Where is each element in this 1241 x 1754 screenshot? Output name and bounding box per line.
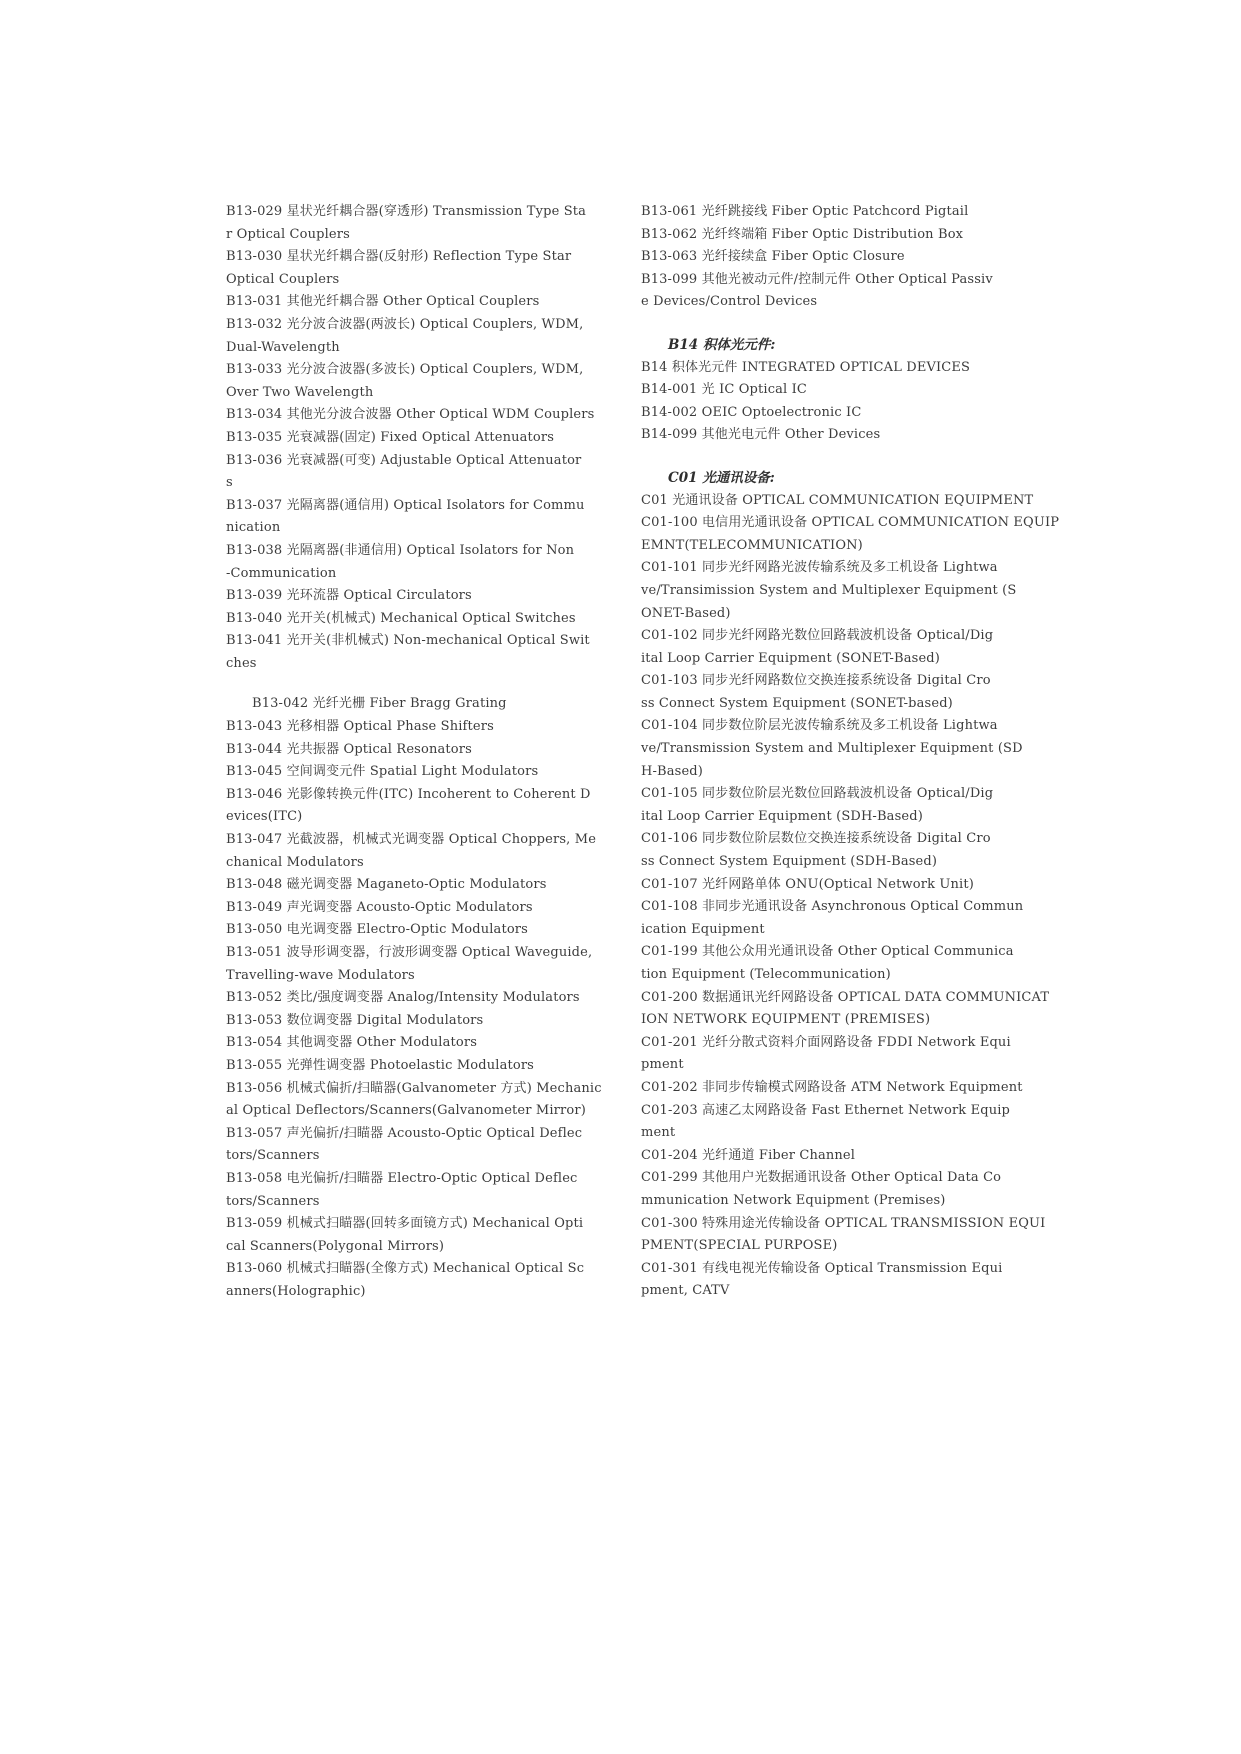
text-line: B13-051 波导形调变器，行波形调变器 Optical Waveguide, <box>226 945 593 960</box>
text-line: ches <box>226 655 257 671</box>
text-line: B13-055 光弹性调变器 Photoelastic Modulators <box>226 1057 535 1073</box>
section-gap <box>641 314 1021 334</box>
text-line: B13-054 其他调变器 Other Modulators <box>226 1035 478 1051</box>
text-line: s <box>226 475 233 491</box>
text-line: B13-050 电光调变器 Electro-Optic Modulators <box>226 922 528 938</box>
text-line: B13-052 类比/强度调变器 Analog/Intensity Modulators <box>226 990 580 1006</box>
text-line: B13-039 光环流器 Optical Circulators <box>226 588 472 604</box>
text-line: B13-063 光纤接续盒 Fiber Optic Closure <box>641 249 905 265</box>
section-gap <box>226 675 616 693</box>
text-line: tors/Scanners <box>226 1193 320 1209</box>
text-line: C01-203 高速乙太网路设备 Fast Ethernet Network Equip <box>641 1102 1011 1118</box>
text-line: B13-053 数位调变器 Digital Modulators <box>226 1012 484 1028</box>
left-list-b <box>226 716 616 1303</box>
text-line: -Communication <box>226 565 337 581</box>
text-line: B13-099 其他光被动元件/控制元件 Other Optical Passiv <box>641 271 993 287</box>
text-line: EMNT(TELECOMMUNICATION) <box>641 537 863 553</box>
text-line: ital Loop Carrier Equipment (SONET-Based) <box>641 650 940 666</box>
text-line: C01-204 光纤通道 Fiber Channel <box>641 1147 856 1163</box>
text-line: pment, CATV <box>641 1283 730 1299</box>
text-line: B13-060 机械式扫瞄器(全像方式) Mechanical Optical Sc <box>226 1261 585 1277</box>
text-line: C01-102 同步光纤网路光数位回路载波机设备 Optical/Dig <box>641 628 994 644</box>
text-line: tors/Scanners <box>226 1148 320 1164</box>
text-line: B13-048 磁光调变器 Maganeto-Optic Modulators <box>226 877 547 893</box>
text-line: C01-101 同步光纤网路光波传输系统及多工机设备 Lightwa <box>641 560 998 576</box>
text-line: C01-201 光纤分散式资料介面网路设备 FDDI Network Equi <box>641 1034 1011 1050</box>
text-line: C01-100 电信用光通讯设备 OPTICAL COMMUNICATION EQUIP <box>641 515 1060 531</box>
text-line: B13-041 光开关(非机械式) Non-mechanical Optical Swit <box>226 633 590 649</box>
text-line: B13-044 光共振器 Optical Resonators <box>226 741 472 757</box>
text-line: C01-106 同步数位阶层数位交换连接系统设备 Digital Cro <box>641 831 991 847</box>
text-line: evices(ITC) <box>226 809 303 825</box>
text-line: PMENT(SPECIAL PURPOSE) <box>641 1238 838 1254</box>
text-line: ication Equipment <box>641 921 765 937</box>
text-line: B13-062 光纤终端箱 Fiber Optic Distribution Box <box>641 226 964 242</box>
text-line: C01-104 同步数位阶层光波传输系统及多工机设备 Lightwa <box>641 718 998 734</box>
text-line: B14-001 光 IC Optical IC <box>641 382 807 398</box>
right-list-c01 <box>641 490 1060 1303</box>
text-line: C01-103 同步光纤网路数位交换连接系统设备 Digital Cro <box>641 673 991 689</box>
text-line: B13-032 光分波合波器(两波长) Optical Couplers, WDM, <box>226 316 584 332</box>
text-line: ION NETWORK EQUIPMENT (PREMISES) <box>641 1012 931 1028</box>
indented-entry: B13-042 光纤光栅 Fiber Bragg Grating <box>252 696 507 712</box>
text-line: B13-049 声光调变器 Acousto-Optic Modulators <box>226 899 533 915</box>
text-line: nication <box>226 520 281 536</box>
text-line: B13-057 声光偏折/扫瞄器 Acousto-Optic Optical Deflec <box>226 1125 583 1141</box>
text-line: B13-031 其他光纤耦合器 Other Optical Couplers <box>226 294 540 310</box>
text-line: B13-040 光开关(机械式) Mechanical Optical Switches <box>226 610 576 626</box>
text-line: al Optical Deflectors/Scanners(Galvanometer Mirror) <box>226 1103 586 1119</box>
text-line: e Devices/Control Devices <box>641 294 818 310</box>
text-line: C01 光通讯设备 OPTICAL COMMUNICATION EQUIPMENT <box>641 492 1034 508</box>
text-line: H-Based) <box>641 763 703 779</box>
text-line: Travelling-wave Modulators <box>226 967 415 983</box>
text-line: anners(Holographic) <box>226 1283 366 1299</box>
text-line: ment <box>641 1125 676 1141</box>
text-line: B13-043 光移相器 Optical Phase Shifters <box>226 719 494 735</box>
text-line: pment <box>641 1057 684 1073</box>
text-line: C01-200 数据通讯光纤网路设备 OPTICAL DATA COMMUNICAT <box>641 989 1050 1005</box>
text-line: ss Connect System Equipment (SDH-Based) <box>641 854 938 870</box>
text-line: B13-046 光影像转换元件(ITC) Incoherent to Coherent D <box>226 786 591 802</box>
text-line: B13-037 光隔离器(通信用) Optical Isolators for Commu <box>226 497 585 513</box>
text-line: B13-035 光衰减器(固定) Fixed Optical Attenuators <box>226 429 555 445</box>
text-line: B13-034 其他光分波合波器 Other Optical WDM Couplers <box>226 407 595 423</box>
text-line: chanical Modulators <box>226 854 364 870</box>
text-line: r Optical Couplers <box>226 226 350 242</box>
text-line: ONET-Based) <box>641 605 731 621</box>
section-heading-c01: C01 光通讯设备: <box>668 469 775 486</box>
text-line: B13-047 光截波器，机械式光调变器 Optical Choppers, Me <box>226 832 597 848</box>
text-line: C01-108 非同步光通讯设备 Asynchronous Optical Commun <box>641 899 1024 915</box>
right-list-b14 <box>641 357 1021 447</box>
text-line: ve/Transmission System and Multiplexer Equipment (SD <box>641 741 1023 757</box>
text-line: ss Connect System Equipment (SONET-based) <box>641 695 953 711</box>
text-line: B13-061 光纤跳接线 Fiber Optic Patchcord Pigtail <box>641 204 969 219</box>
text-line: ital Loop Carrier Equipment (SDH-Based) <box>641 808 923 824</box>
text-line: Optical Couplers <box>226 271 340 287</box>
text-line: B13-045 空间调变元件 Spatial Light Modulators <box>226 764 539 780</box>
text-line: B13-036 光衰减器(可变) Adjustable Optical Attenuator <box>226 452 582 468</box>
text-line: C01-300 特殊用途光传输设备 OPTICAL TRANSMISSION EQUI <box>641 1215 1046 1231</box>
text-line: C01-299 其他用户光数据通讯设备 Other Optical Data Co <box>641 1170 1002 1186</box>
text-line: C01-202 非同步传输模式网路设备 ATM Network Equipment <box>641 1079 1023 1095</box>
text-line: tion Equipment (Telecommunication) <box>641 967 891 982</box>
right-list-a <box>641 201 1021 314</box>
text-line: B14-099 其他光电元件 Other Devices <box>641 427 881 443</box>
right-column <box>641 201 1060 1303</box>
text-line: B13-030 星状光纤耦合器(反射形) Reflection Type Star <box>226 249 572 265</box>
text-line: B13-059 机械式扫瞄器(回转多面镜方式) Mechanical Opti <box>226 1216 584 1232</box>
text-line: B13-038 光隔离器(非通信用) Optical Isolators for Non <box>226 542 575 558</box>
text-line: B13-029 星状光纤耦合器(穿透形) Transmission Type Sta <box>226 204 587 219</box>
text-line: mmunication Network Equipment (Premises) <box>641 1192 946 1208</box>
text-line: B13-033 光分波合波器(多波长) Optical Couplers, WDM, <box>226 362 584 378</box>
text-line: C01-301 有线电视光传输设备 Optical Transmission Equi <box>641 1260 1003 1276</box>
text-line: C01-107 光纤网路单体 ONU(Optical Network Unit) <box>641 876 974 892</box>
text-line: cal Scanners(Polygonal Mirrors) <box>226 1238 445 1254</box>
text-line: B13-058 电光偏折/扫瞄器 Electro-Optic Optical Deflec <box>226 1170 578 1186</box>
text-line: Over Two Wavelength <box>226 384 374 400</box>
text-line: B14-002 OEIC Optoelectronic IC <box>641 404 862 420</box>
text-line: C01-105 同步数位阶层光数位回路载波机设备 Optical/Dig <box>641 786 994 802</box>
text-line: ve/Transimission System and Multiplexer Equipment (S <box>641 582 1017 598</box>
text-line: B13-056 机械式偏折/扫瞄器(Galvanometer 方式) Mechanic <box>226 1080 602 1096</box>
text-line: B14 积体光元件 INTEGRATED OPTICAL DEVICES <box>641 359 971 375</box>
left-column <box>226 201 616 1304</box>
left-list-a <box>226 201 616 675</box>
section-gap <box>641 447 1021 467</box>
text-line: Dual-Wavelength <box>226 339 340 355</box>
section-heading-b14: B14 积体光元件: <box>668 336 776 353</box>
text-line: C01-199 其他公众用光通讯设备 Other Optical Communica <box>641 944 1014 960</box>
